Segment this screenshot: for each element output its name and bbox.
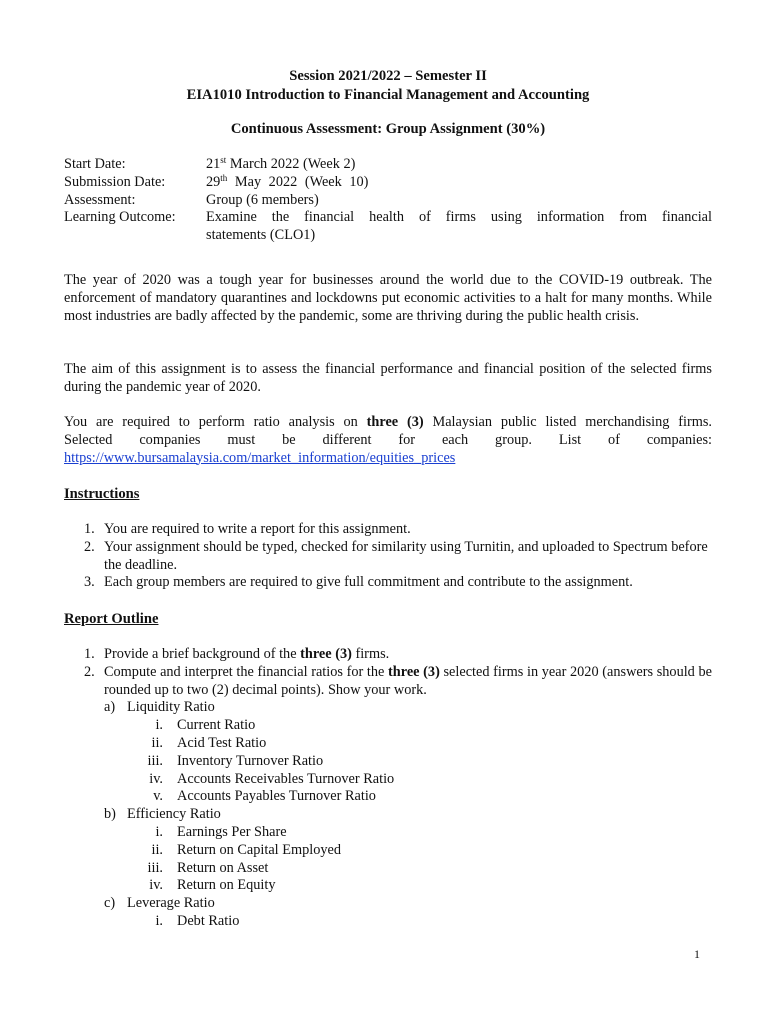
ratio-item: iv. Return on Equity	[149, 877, 276, 894]
list-item: 1. You are required to write a report for this assignment.	[84, 521, 411, 537]
ratio-item: iv. Accounts Receivables Turnover Ratio	[149, 770, 395, 787]
assessment-label: Assessment:	[64, 191, 136, 208]
assessment-value: Group (6 members)	[206, 191, 319, 208]
session-line: Session 2021/2022 – Semester II	[289, 68, 487, 84]
start-date-label: Start Date:	[64, 156, 126, 172]
course-title: EIA1010 Introduction to Financial Management and Accounting	[186, 87, 590, 103]
assignment-details	[64, 156, 712, 245]
assessment-title: Continuous Assessment: Group Assignment (30%)	[230, 121, 546, 137]
intro-paragraph-3: You are required to perform ratio analysis on three (3) Malaysian public listed merchandising firms. Selected companies must be different for each group. List of companies: https://www.bursamalaysia.com/market_information/equities_prices	[64, 414, 712, 466]
list-item: 3. Each group members are required to give full commitment and contribute to the assignment.	[84, 574, 633, 591]
start-date-row	[64, 156, 712, 174]
learning-outcome-row	[64, 209, 712, 245]
report-outline-heading: Report Outline	[64, 611, 159, 627]
ratio-item: v. Accounts Payables Turnover Ratio	[153, 788, 376, 805]
ratio-item: iii. Inventory Turnover Ratio	[147, 752, 324, 769]
page-number: 1	[694, 947, 700, 961]
instructions-list	[64, 521, 712, 592]
list-item: 2. Compute and interpret the financial ratios for the three (3) selected firms in year 2020 (answers should be rounded up to two (2) decimal points). Show your work.	[84, 663, 712, 698]
ratio-item: ii. Acid Test Ratio	[151, 734, 267, 751]
ratio-item: i. Earnings Per Share	[155, 823, 287, 840]
document-header	[64, 68, 712, 106]
bursa-link[interactable]: https://www.bursamalaysia.com/market_information/equities_prices	[64, 449, 456, 466]
submission-date-label: Submission Date:	[64, 173, 166, 190]
intro-paragraph-1: The year of 2020 was a tough year for businesses around the world due to the COVID-19 outbreak. The enforcement of mandatory quarantines and lockdowns put economic activities to a halt for many months. While most industries are badly affected by the pandemic, some are thriving during the public health crisis.	[64, 272, 712, 324]
instructions-heading: Instructions	[64, 486, 140, 502]
ratio-group-liquidity: a) Liquidity Ratio	[104, 699, 215, 716]
list-item: 1. Provide a brief background of the three (3) firms.	[84, 646, 390, 662]
ratio-item: ii. Return on Capital Employed	[151, 841, 341, 858]
ratio-item: i. Current Ratio	[155, 717, 256, 734]
assessment-row	[64, 192, 712, 210]
start-date-value: 21st March 2022 (Week 2)	[206, 155, 356, 172]
ratio-item: i. Debt Ratio	[155, 912, 240, 929]
learning-outcome-value: Examine the financial health of firms using information from financial statements (CLO1)	[206, 209, 712, 244]
report-outline-list	[64, 646, 712, 931]
intro-paragraph-2: The aim of this assignment is to assess the financial performance and financial position of the selected firms during the pandemic year of 2020.	[64, 361, 712, 395]
ratio-group-efficiency: b) Efficiency Ratio	[104, 806, 221, 823]
ratio-item: iii. Return on Asset	[147, 859, 269, 876]
submission-date-row	[64, 174, 712, 192]
submission-date-value: 29th May 2022 (Week 10)	[206, 172, 369, 190]
list-item: 2. Your assignment should be typed, checked for similarity using Turnitin, and uploaded to Spectrum before the deadline.	[84, 538, 708, 573]
ratio-group-leverage: c) Leverage Ratio	[104, 895, 215, 912]
learning-outcome-label: Learning Outcome:	[64, 209, 176, 226]
